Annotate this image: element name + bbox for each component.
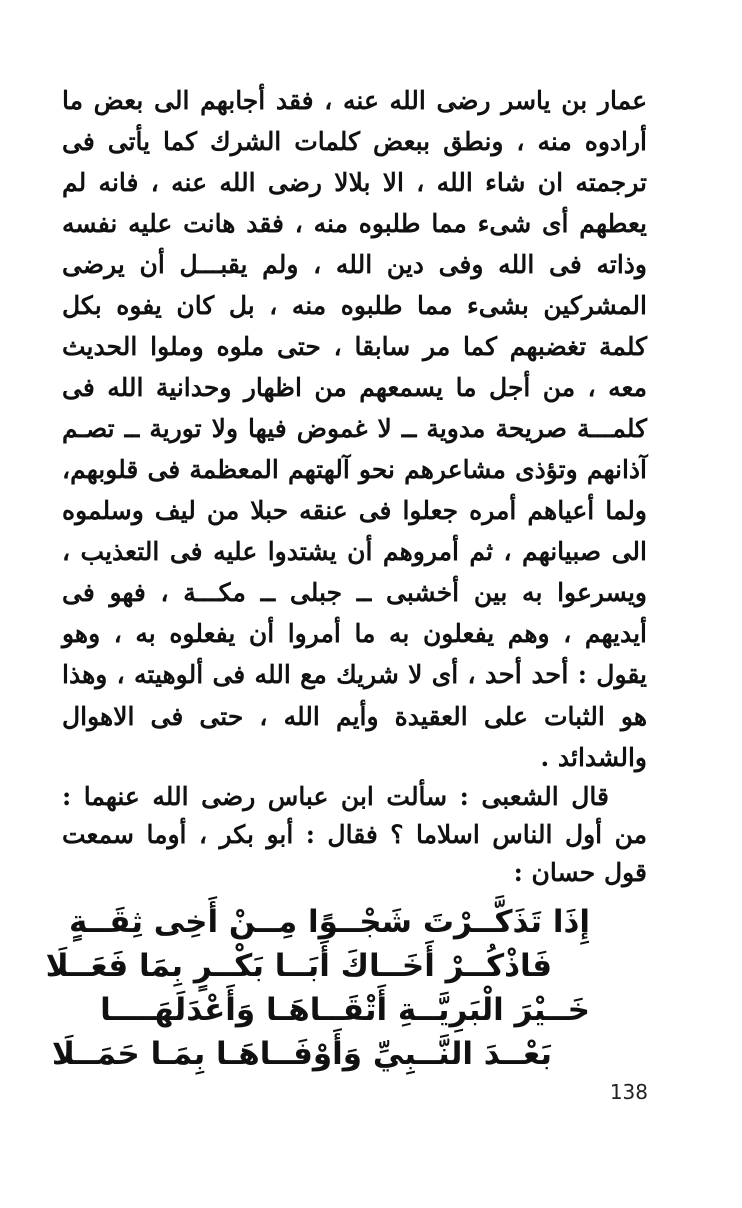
paragraph-text-end: ، أى لا شريك مع الله فى ألوهيته ، وهذا هو الثبات على العقيدة وأيم الله ، حتى فى الاهوال والشدائد . [62,660,647,772]
main-paragraph [62,80,647,778]
poem-line: إِذَا تَذَكَّــرْتَ شَجْــوًا مِــنْ أَخِى ثِقَــةٍ [69,904,590,940]
emphasized-phrase: أحد أحد [484,660,569,690]
poem-verses [45,900,590,1076]
page-number: 138 [609,1080,648,1104]
poem-line: خَــيْرَ الْبَرِيَّــةِ أَتْقَــاهَـا وَأَعْدَلَهَــــا [100,992,590,1028]
paragraph-text-start: عمار بن ياسر رضى الله عنه ، فقد أجابهم الى بعض ما أرادوه منه ، ونطق ببعض كلمات الشرك كما يأتى فى ترجمته ان شاء الله ، الا بلالا رضى الله عنه ، فانه لم يعطهم أى شىء مما طلبوه منه ، فقد هانت عليه نفسه وذاته فى الله وفى دين الله ، ولم يقبـــل أن يرضى المشركين بشىء مما طلبوه منه ، بل كان يفوه بكل كلمة تغضبهم كما مر سابقا ، حتى ملوه وملوا الحديث معه ، من أجل ما يسمعهم من اظهار وحدانية الله فى كلمـــة صريحة مدوية ــ لا غموض فيها ولا تورية ــ تصـم آذانهم وتؤذى مشاعرهم نحو آلهتهم المعظمة فى قلوبهم، ولما أعياهم أمره جعلوا فى عنقه حبلا من ليف وسلموه الى صبيانهم ، ثم أمروهم أن يشتدوا عليه فى التعذيب ، ويسرعوا به بين أخشبى ــ جبلى ــ مكـــة ، فهو فى أيديهم ، وهم يفعلون به ما أمروا أن يفعلوه به ، وهو يقول : [62,86,647,689]
poem-line: بَعْــدَ النَّــبِيِّ وَأَوْفَــاهَـا بِمَـا حَمَــلَا [51,1036,552,1072]
second-paragraph-text: قال الشعبى : سألت ابن عباس رضى الله عنهما : من أول الناس اسلاما ؟ فقال : أبو بكر ، أوما سمعت قول حسان : [62,782,647,887]
poem-line: فَاذْكُــرْ أَخَــاكَ أَبَــا بَكْــرٍ بِمَا فَعَــلَا [45,948,552,984]
second-paragraph [62,778,647,892]
